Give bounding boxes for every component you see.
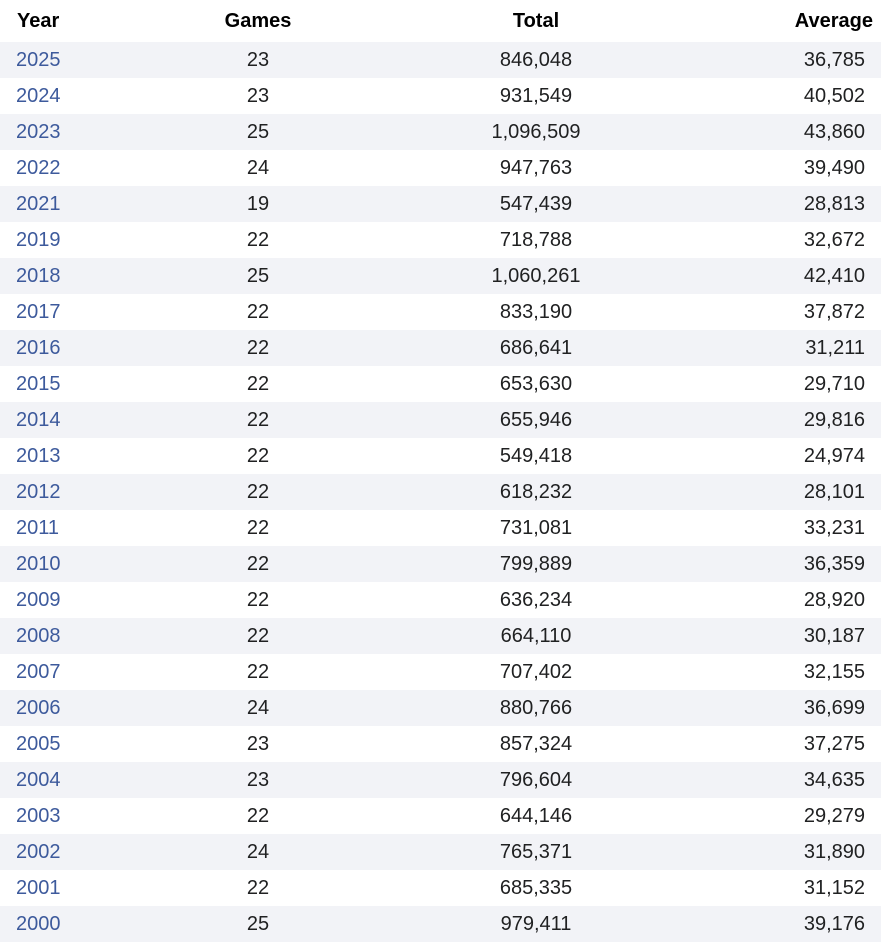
- table-row: [0, 726, 881, 762]
- games-cell: 22: [120, 798, 396, 834]
- average-cell: 33,231: [676, 510, 881, 546]
- table-row: [0, 762, 881, 798]
- total-cell: 1,060,261: [396, 258, 676, 294]
- header-year: Year: [17, 9, 60, 32]
- total-cell: 707,402: [396, 654, 676, 690]
- table-row: [0, 798, 881, 834]
- total-cell: 979,411: [396, 906, 676, 942]
- total-cell: 718,788: [396, 222, 676, 258]
- average-cell: 31,211: [676, 330, 881, 366]
- table-body: [0, 42, 881, 942]
- table-row: [0, 222, 881, 258]
- total-cell: 685,335: [396, 870, 676, 906]
- average-cell: 28,101: [676, 474, 881, 510]
- year-link[interactable]: 2009: [0, 582, 120, 618]
- year-link[interactable]: 2002: [0, 834, 120, 870]
- year-link[interactable]: 2007: [0, 654, 120, 690]
- year-link[interactable]: 2000: [0, 906, 120, 942]
- games-cell: 23: [120, 762, 396, 798]
- total-cell: 833,190: [396, 294, 676, 330]
- games-cell: 25: [120, 114, 396, 150]
- table-row: [0, 114, 881, 150]
- table-row: [0, 366, 881, 402]
- total-cell: 947,763: [396, 150, 676, 186]
- year-link[interactable]: 2003: [0, 798, 120, 834]
- average-cell: 32,672: [676, 222, 881, 258]
- total-cell: 655,946: [396, 402, 676, 438]
- games-cell: 25: [120, 906, 396, 942]
- games-cell: 23: [120, 726, 396, 762]
- games-cell: 22: [120, 870, 396, 906]
- total-cell: 653,630: [396, 366, 676, 402]
- average-cell: 43,860: [676, 114, 881, 150]
- year-link[interactable]: 2024: [0, 78, 120, 114]
- table-row: [0, 870, 881, 906]
- total-cell: 765,371: [396, 834, 676, 870]
- total-cell: 1,096,509: [396, 114, 676, 150]
- year-link[interactable]: 2021: [0, 186, 120, 222]
- total-cell: 618,232: [396, 474, 676, 510]
- average-cell: 28,920: [676, 582, 881, 618]
- table-row: [0, 582, 881, 618]
- header-games: Games: [224, 9, 292, 32]
- table-row: [0, 438, 881, 474]
- year-link[interactable]: 2019: [0, 222, 120, 258]
- average-cell: 39,490: [676, 150, 881, 186]
- year-link[interactable]: 2025: [0, 42, 120, 78]
- games-cell: 22: [120, 294, 396, 330]
- games-cell: 24: [120, 150, 396, 186]
- average-cell: 36,699: [676, 690, 881, 726]
- games-cell: 22: [120, 618, 396, 654]
- average-cell: 42,410: [676, 258, 881, 294]
- total-cell: 636,234: [396, 582, 676, 618]
- table-row: [0, 78, 881, 114]
- average-cell: 32,155: [676, 654, 881, 690]
- year-link[interactable]: 2018: [0, 258, 120, 294]
- games-cell: 22: [120, 330, 396, 366]
- games-cell: 22: [120, 402, 396, 438]
- table-row: [0, 510, 881, 546]
- table-row: [0, 546, 881, 582]
- total-cell: 931,549: [396, 78, 676, 114]
- year-link[interactable]: 2013: [0, 438, 120, 474]
- year-link[interactable]: 2008: [0, 618, 120, 654]
- games-cell: 22: [120, 222, 396, 258]
- games-cell: 24: [120, 690, 396, 726]
- table-row: [0, 402, 881, 438]
- games-cell: 23: [120, 78, 396, 114]
- table-row: [0, 690, 881, 726]
- year-link[interactable]: 2005: [0, 726, 120, 762]
- total-cell: 857,324: [396, 726, 676, 762]
- total-cell: 644,146: [396, 798, 676, 834]
- games-cell: 22: [120, 438, 396, 474]
- games-cell: 22: [120, 654, 396, 690]
- year-link[interactable]: 2015: [0, 366, 120, 402]
- games-cell: 24: [120, 834, 396, 870]
- year-link[interactable]: 2012: [0, 474, 120, 510]
- header-average: Average: [794, 9, 873, 32]
- year-link[interactable]: 2006: [0, 690, 120, 726]
- table-row: [0, 42, 881, 78]
- average-cell: 29,816: [676, 402, 881, 438]
- games-cell: 22: [120, 366, 396, 402]
- average-cell: 30,187: [676, 618, 881, 654]
- table-header: [0, 0, 881, 42]
- table-row: [0, 654, 881, 690]
- year-link[interactable]: 2004: [0, 762, 120, 798]
- year-link[interactable]: 2022: [0, 150, 120, 186]
- average-cell: 31,152: [676, 870, 881, 906]
- table-row: [0, 618, 881, 654]
- average-cell: 31,890: [676, 834, 881, 870]
- total-cell: 846,048: [396, 42, 676, 78]
- games-cell: 19: [120, 186, 396, 222]
- total-cell: 880,766: [396, 690, 676, 726]
- games-cell: 22: [120, 510, 396, 546]
- games-cell: 25: [120, 258, 396, 294]
- year-link[interactable]: 2010: [0, 546, 120, 582]
- year-link[interactable]: 2011: [0, 510, 120, 546]
- table-row: [0, 474, 881, 510]
- year-link[interactable]: 2017: [0, 294, 120, 330]
- games-cell: 23: [120, 42, 396, 78]
- games-cell: 22: [120, 474, 396, 510]
- total-cell: 796,604: [396, 762, 676, 798]
- average-cell: 39,176: [676, 906, 881, 942]
- average-cell: 34,635: [676, 762, 881, 798]
- total-cell: 799,889: [396, 546, 676, 582]
- total-cell: 731,081: [396, 510, 676, 546]
- average-cell: 28,813: [676, 186, 881, 222]
- total-cell: 547,439: [396, 186, 676, 222]
- average-cell: 24,974: [676, 438, 881, 474]
- year-link[interactable]: 2016: [0, 330, 120, 366]
- average-cell: 29,279: [676, 798, 881, 834]
- header-total: Total: [512, 9, 560, 32]
- header-row: [0, 0, 881, 42]
- average-cell: 40,502: [676, 78, 881, 114]
- average-cell: 36,359: [676, 546, 881, 582]
- table-row: [0, 330, 881, 366]
- average-cell: 37,275: [676, 726, 881, 762]
- year-link[interactable]: 2023: [0, 114, 120, 150]
- total-cell: 686,641: [396, 330, 676, 366]
- table-row: [0, 186, 881, 222]
- average-cell: 29,710: [676, 366, 881, 402]
- games-cell: 22: [120, 546, 396, 582]
- table-row: [0, 294, 881, 330]
- table-row: [0, 150, 881, 186]
- average-cell: 36,785: [676, 42, 881, 78]
- games-cell: 22: [120, 582, 396, 618]
- table-row: [0, 834, 881, 870]
- table-row: [0, 258, 881, 294]
- total-cell: 549,418: [396, 438, 676, 474]
- year-link[interactable]: 2014: [0, 402, 120, 438]
- total-cell: 664,110: [396, 618, 676, 654]
- table-row: [0, 906, 881, 942]
- year-link[interactable]: 2001: [0, 870, 120, 906]
- average-cell: 37,872: [676, 294, 881, 330]
